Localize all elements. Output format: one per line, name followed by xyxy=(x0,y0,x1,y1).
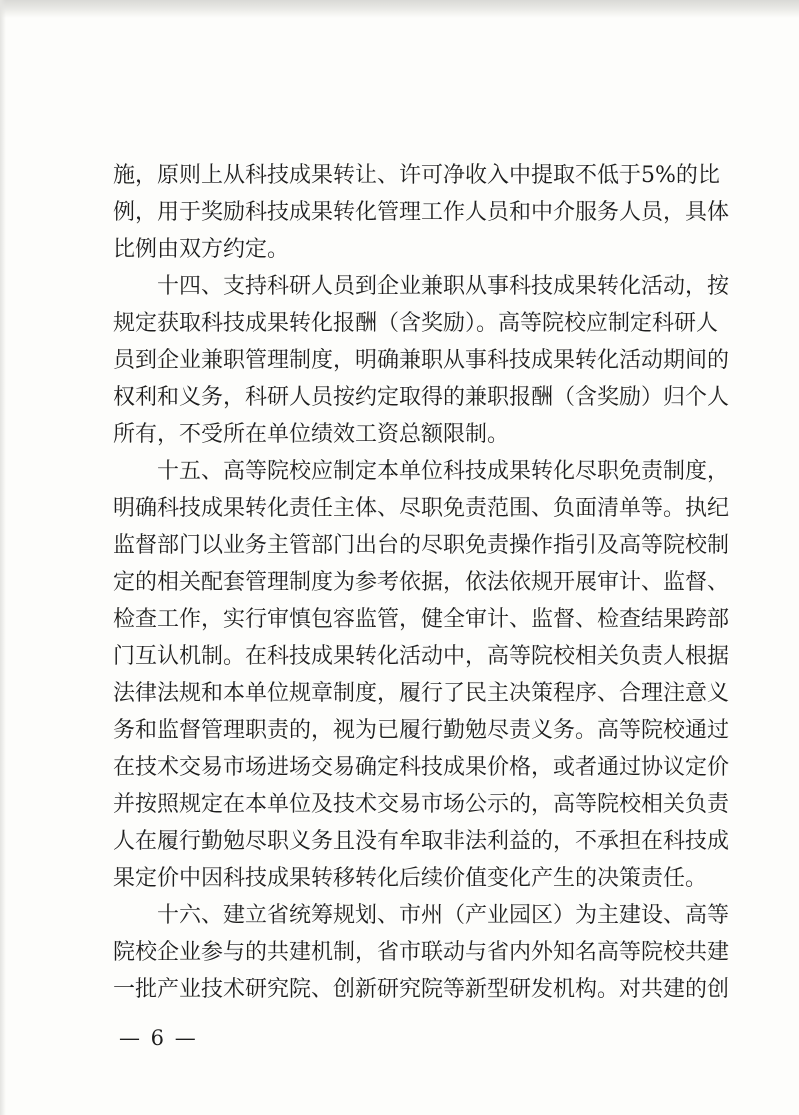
text-line: 果定价中因科技成果转移转化后续价值变化产生的决策责任。 xyxy=(113,866,708,891)
text-line: 例，用于奖励科技成果转化管理工作人员和中介服务人员，具体 xyxy=(113,200,730,225)
text-line: 一批产业技术研究院、创新研究院等新型研发机构。对共建的创 xyxy=(113,977,730,1002)
scan-left-edge xyxy=(0,0,6,1115)
document-body xyxy=(113,157,730,1008)
text-line: 法律法规和本单位规章制度，履行了民主决策程序、合理注意义 xyxy=(113,681,730,706)
text-line: 务和监督管理职责的，视为已履行勤勉尽责义务。高等院校通过 xyxy=(113,718,730,743)
text-line: 规定获取科技成果转化报酬（含奖励）。高等院校应制定科研人 xyxy=(113,311,719,336)
text-line: 施，原则上从科技成果转让、许可净收入中提取不低于5%的比 xyxy=(113,163,720,188)
text-line: 监督部门以业务主管部门出台的尽职免责操作指引及高等院校制 xyxy=(113,533,730,558)
text-line: 门互认机制。在科技成果转化活动中，高等院校相关负责人根据 xyxy=(113,644,730,669)
text-line: 所有，不受所在单位绩效工资总额限制。 xyxy=(113,422,510,447)
text-line: 比例由双方约定。 xyxy=(113,237,290,262)
paragraph-start-line: 十四、支持科研人员到企业兼职从事科技成果转化活动，按 xyxy=(157,274,730,299)
paragraph-start-line: 十六、建立省统筹规划、市州（产业园区）为主建设、高等 xyxy=(157,903,730,928)
text-line: 院校企业参与的共建机制，省市联动与省内外知名高等院校共建 xyxy=(113,940,730,965)
page-number: — 6 — xyxy=(119,1026,198,1050)
text-line: 人在履行勤勉尽职义务且没有牟取非法利益的，不承担在科技成 xyxy=(113,829,730,854)
scan-top-edge xyxy=(0,0,799,18)
text-line: 定的相关配套管理制度为参考依据，依法依规开展审计、监督、 xyxy=(113,570,730,595)
text-line: 在技术交易市场进场交易确定科技成果价格，或者通过协议定价 xyxy=(113,755,730,780)
text-line: 明确科技成果转化责任主体、尽职免责范围、负面清单等。执纪 xyxy=(113,496,730,521)
text-line: 并按照规定在本单位及技术交易市场公示的，高等院校相关负责 xyxy=(113,792,730,817)
text-line: 员到企业兼职管理制度，明确兼职从事科技成果转化活动期间的 xyxy=(113,348,730,373)
text-line: 检查工作，实行审慎包容监管，健全审计、监督、检查结果跨部 xyxy=(113,607,730,632)
text-line: 权利和义务，科研人员按约定取得的兼职报酬（含奖励）归个人 xyxy=(113,385,730,410)
paragraph-start-line: 十五、高等院校应制定本单位科技成果转化尽职免责制度， xyxy=(157,459,730,484)
